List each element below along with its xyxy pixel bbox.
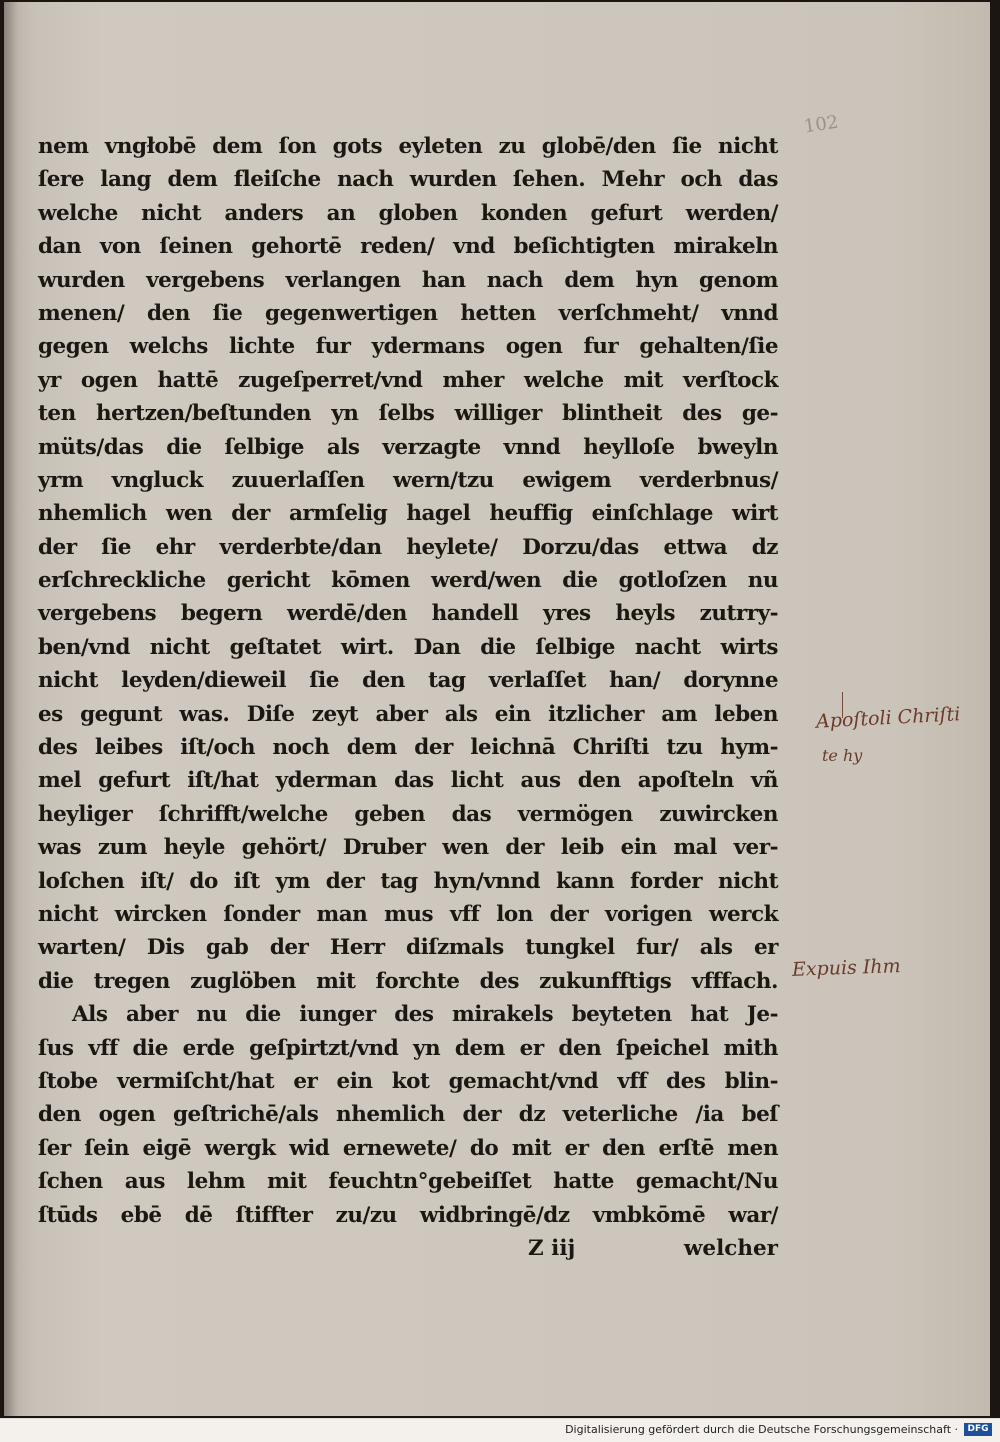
text-line: mel gefurt iſt/hat yderman das licht aus den apoſteln vñ — [38, 768, 778, 794]
text-line: müts/das die ſelbige als verzagte vnnd heylloſe bweyln — [38, 434, 778, 460]
text-line: es gegunt was. Diſe zeyt aber als ein itzlicher am leben — [38, 701, 778, 727]
text-line: der ſie ehr verderbte/dan heylete/ Dorzu/das ettwa dz — [38, 534, 778, 560]
text-line: Als aber nu die iunger des mirakels beyteten hat Je- — [72, 1002, 778, 1028]
marginal-note-spittle: Expuis Ihm — [791, 955, 901, 981]
text-line: ſchen aus lehm mit feuchtn°gebeiſſet hatte gemacht/Nu — [38, 1169, 778, 1195]
text-line: warten/ Dis gab der Herr diſzmals tungkel fur/ als er — [38, 935, 778, 961]
text-line: ben/vnd nicht geſtatet wirt. Dan die ſelbige nacht wirts — [38, 634, 778, 660]
text-line: nem vngłobē dem ſon gots eyleten zu globē/den ſie nicht — [38, 134, 778, 159]
folio-number: 102 — [802, 111, 840, 138]
text-line: erſchreckliche gericht kōmen werd/wen die gotloſzen nu — [38, 568, 778, 594]
text-line: ſus vff die erde geſpirtzt/vnd yn dem er den ſpeichel mith — [38, 1035, 778, 1061]
text-line: menen/ den ſie gegenwertigen hetten verſchmeht/ vnnd — [38, 300, 778, 326]
text-line: loſchen iſt/ do iſt ym der tag hyn/vnnd kann forder nicht — [38, 868, 778, 894]
catchword: welcher — [683, 1235, 778, 1261]
footer-credit: Digitalisierung gefördert durch die Deutsche Forschungsgemeinschaft · — [565, 1423, 958, 1436]
text-line: ten hertzen/beſtunden yn ſelbs williger blintheit des ge- — [38, 401, 778, 427]
text-line: heyliger ſchrifft/welche geben das vermögen zuwircken — [38, 801, 778, 827]
text-line: wurden vergebens verlangen han nach dem hyn genom — [38, 267, 778, 293]
text-line: nicht wircken ſonder man mus vff lon der vorigen werck — [38, 901, 778, 927]
text-line: nhemlich wen der armſelig hagel heuffig einſchlage wirt — [38, 501, 778, 527]
text-line: die tregen zuglöben mit forchte des zukunfftigs vfffach. — [38, 968, 778, 994]
text-line: den ogen geſtrichē/als nhemlich der dz veterliche /ia beſ — [38, 1102, 778, 1128]
text-line: nicht leyden/dieweil ſie den tag verlaſſet han/ dorynne — [38, 668, 778, 694]
text-line: dan von ſeinen gehortē reden/ vnd beſichtigten mirakeln — [38, 234, 778, 260]
text-line: gegen welchs lichte fur ydermans ogen fur gehalten/ſie — [38, 334, 778, 360]
text-line: yr ogen hattē zugeſperret/vnd mher welche mit verſtock — [38, 367, 778, 393]
body-text — [38, 130, 778, 1265]
signature-line — [38, 1232, 778, 1265]
signature-mark: Z iij — [528, 1235, 576, 1261]
footer-bar — [0, 1418, 1000, 1442]
text-line: ſer ſein eigē wergk wid ernewete/ do mit er den erſtē men — [38, 1135, 778, 1161]
marginal-note-apostles: Apoſtoli Chriſti — [815, 703, 961, 733]
text-line: ſere lang dem fleiſche nach wurden ſehen. Mehr och das — [38, 167, 778, 193]
dfg-logo: DFG — [964, 1423, 992, 1436]
text-line: des leibes iſt/och noch dem der leichnā Chriſti tzu hym- — [38, 735, 778, 761]
text-line: welche nicht anders an globen konden gefurt werden/ — [38, 200, 778, 226]
text-line: ſtūds ebē dē ſtiffter zu/zu widbringē/dz vmbkōmē war/ — [38, 1202, 778, 1228]
book-page — [4, 2, 990, 1416]
text-line: vergebens begern werdē/den handell yres heyls zutrry- — [38, 601, 778, 627]
marginal-note-apostles-continued: te hy — [822, 746, 863, 765]
text-line: ſtobe vermiſcht/hat er ein kot gemacht/vnd vff des blin- — [38, 1068, 778, 1094]
text-line: was zum heyle gehört/ Druber wen der leib ein mal ver- — [38, 835, 778, 861]
text-line: yrm vngluck zuuerlaſſen wern/tzu ewigem verderbnus/ — [38, 467, 778, 493]
